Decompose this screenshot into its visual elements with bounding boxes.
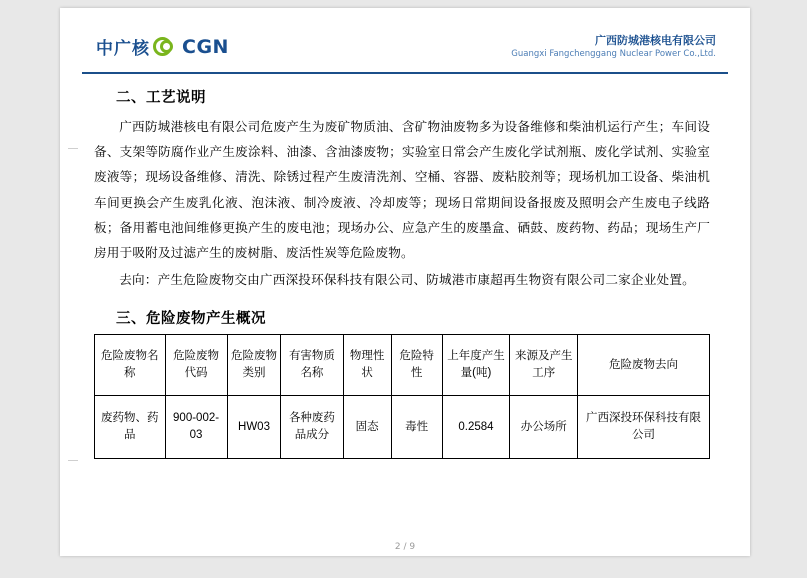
header-harmful-substance: 有害物质名称 (281, 335, 343, 396)
cell-waste-destination: 广西深投环保科技有限公司 (578, 396, 710, 459)
document-header (82, 30, 728, 74)
hazardous-waste-table (94, 334, 710, 459)
document-page (60, 8, 750, 556)
table-header-row (95, 335, 710, 396)
company-name-block (511, 30, 728, 60)
cell-waste-name: 废药物、药品 (95, 396, 166, 459)
company-name-chinese: 广西防城港核电有限公司 (595, 35, 716, 47)
cgn-logo-icon (153, 36, 179, 58)
paragraph-process-description: 广西防城港核电有限公司危废产生为废矿物质油、含矿物油废物多为设备维修和柴油机运行产生；车间设备、支架等防腐作业产生废涂料、油漆、含油漆废物；实验室日常会产生废化学试剂瓶、废化学试剂、实验室废液等；现场设备维修、清洗、除锈过程产生废清洗剂、空桶、容器、废粘胶剂等；现场机加工设备、柴油机车间更换会产生废乳化液、泡沫液、制冷废液、冷却废等；现场日常期间设备报废及照明会产生废电子线路板；备用蓄电池间维修更换产生的废电池；现场办公、应急产生的废墨盒、硒鼓、废药物、药品；现场生产厂房用于吸附及过滤产生的废树脂、废活性炭等危险废物。 (94, 120, 710, 260)
company-name-english: Guangxi Fangchenggang Nuclear Power Co.,Ltd. (511, 48, 716, 59)
fold-mark-top (68, 148, 78, 149)
cell-source-process: 办公场所 (510, 396, 578, 459)
header-waste-code: 危险废物代码 (165, 335, 227, 396)
header-waste-category: 危险废物类别 (227, 335, 281, 396)
document-body (60, 86, 750, 459)
header-source-process: 来源及产生工序 (510, 335, 578, 396)
cell-waste-code: 900-002-03 (165, 396, 227, 459)
cell-hazard-property: 毒性 (391, 396, 442, 459)
header-waste-name: 危险废物名称 (95, 335, 166, 396)
header-physical-state: 物理性状 (343, 335, 391, 396)
page-number: 2 / 9 (394, 542, 416, 552)
table-row (95, 396, 710, 459)
company-logo (82, 30, 229, 59)
logo-chinese-text: 中广核 (96, 39, 150, 59)
section-title-hazardous-overview: 三、危险废物产生概况 (116, 311, 266, 328)
cell-physical-state: 固态 (343, 396, 391, 459)
section-title-process: 二、工艺说明 (116, 90, 206, 106)
header-hazard-property: 危险特性 (391, 335, 442, 396)
footer-divider (94, 533, 716, 534)
fold-mark-bottom (68, 460, 78, 461)
logo-english-text: CGN (182, 35, 229, 58)
cell-last-year-amount: 0.2584 (442, 396, 510, 459)
cell-harmful-substance: 各种废药品成分 (281, 396, 343, 459)
header-waste-destination: 危险废物去向 (578, 335, 710, 396)
cell-waste-category: HW03 (227, 396, 281, 459)
header-last-year-amount: 上年度产生量(吨) (442, 335, 510, 396)
paragraph-destination: 去向：产生危险废物交由广西深投环保科技有限公司、防城港市康超再生物资有限公司二家企业处置。 (119, 273, 695, 288)
